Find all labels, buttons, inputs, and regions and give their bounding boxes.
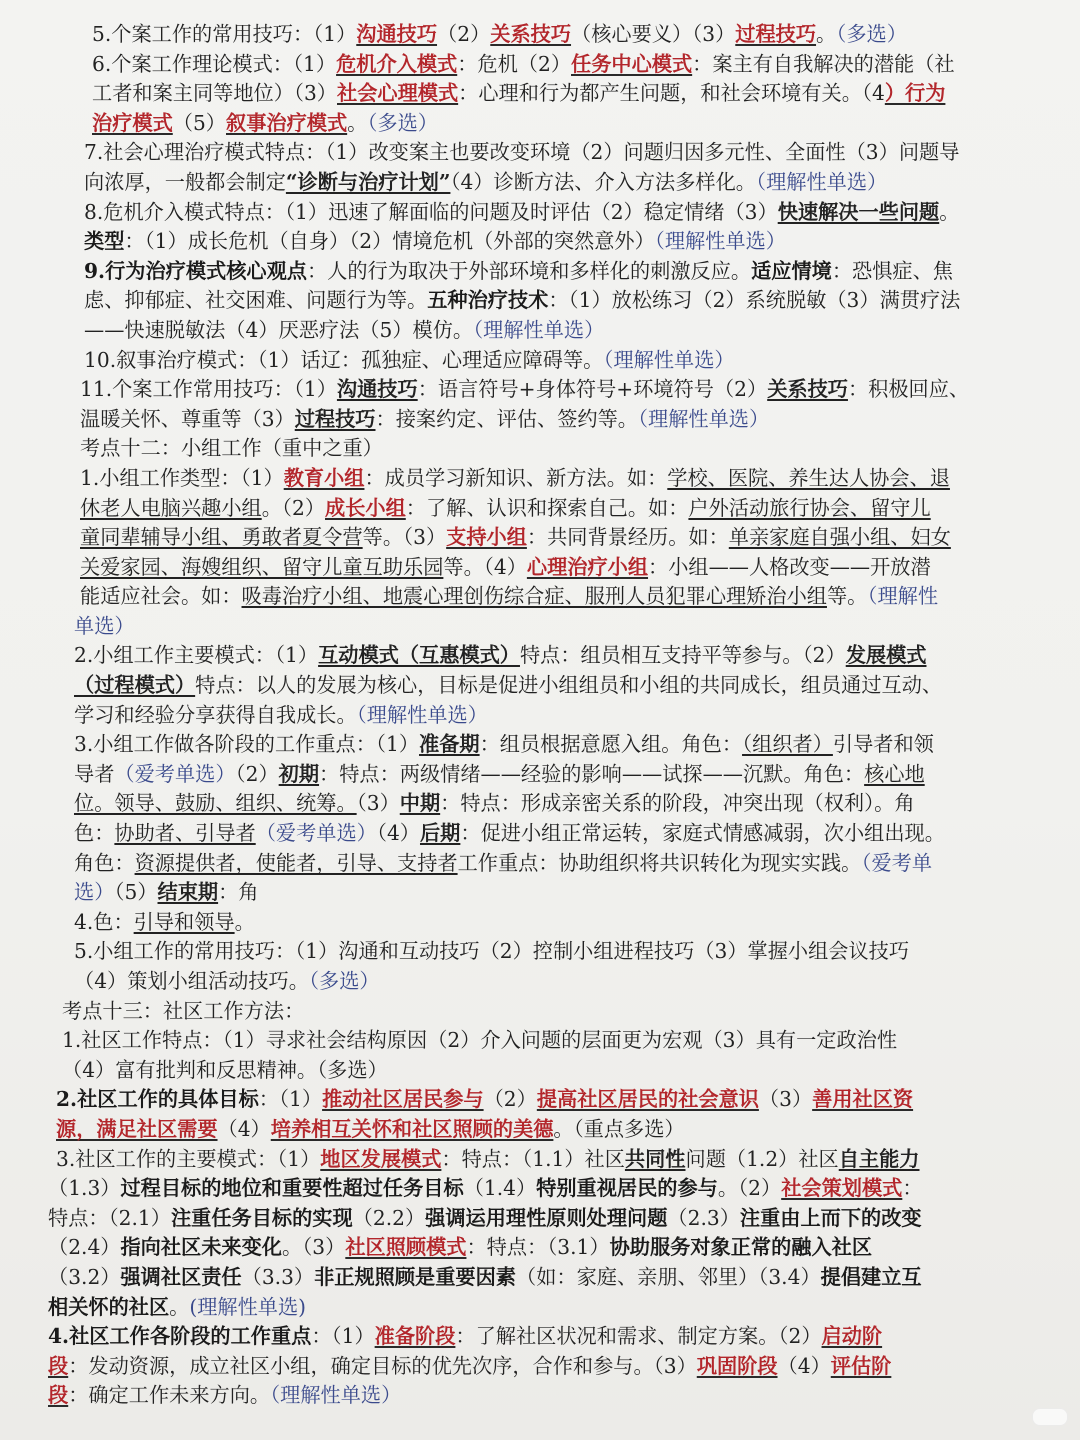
text-line — [48, 405, 1060, 435]
text-line — [48, 227, 1060, 257]
text-line — [48, 789, 1060, 819]
text-segment: 关系技巧 — [767, 377, 848, 402]
question-type-tag: （爱考单选） — [255, 821, 377, 846]
text-line — [48, 1026, 1060, 1056]
text-segment: 虑、抑郁症、社交困难、问题行为等。 — [84, 288, 428, 313]
text-segment: （3.2） — [48, 1264, 121, 1289]
text-segment: ：成员学习新知识、新方法。如： — [364, 465, 668, 490]
key-term: ）行为 — [884, 81, 946, 106]
question-type-tag: （理解性单选） — [756, 169, 888, 194]
text-segment: 类型 — [84, 229, 125, 254]
key-term: 段 — [48, 1383, 69, 1408]
text-segment: 单亲家庭自强小组、妇女 — [728, 525, 951, 550]
key-term: 关系技巧 — [490, 22, 572, 46]
key-term: 提高社区居民的社会意识 — [536, 1087, 759, 1112]
text-segment: （5） — [172, 110, 226, 135]
text-segment: 非正规照顾是重要因素 — [314, 1264, 516, 1289]
text-segment: 2.社区工作的具体目标 — [56, 1087, 259, 1112]
key-term: 社会策划模式 — [781, 1176, 903, 1201]
text-line — [48, 641, 1060, 671]
text-segment: 强调运用理性原则处理问题 — [425, 1205, 668, 1230]
text-segment: （1.3） — [48, 1176, 121, 1201]
text-segment: 中期 — [399, 791, 441, 816]
text-segment: ：促进小组正常运转，家庭式情感减弱，次小组出现。 — [460, 821, 945, 846]
text-segment: 工者和案主同等地位）（3） — [92, 81, 337, 106]
text-segment: 等。（4） — [443, 554, 527, 579]
text-segment: （2.4） — [48, 1235, 121, 1260]
text-segment: ：特点：形成亲密关系的阶段，冲突出现（权利）。角 — [440, 791, 915, 816]
text-line — [48, 20, 1060, 50]
text-segment: 学习和经验分享获得自我成长。 — [74, 702, 357, 727]
text-segment: 。 — [234, 909, 255, 934]
key-term: 社会心理模式 — [337, 81, 459, 106]
question-type-tag: （理解性单选） — [637, 406, 770, 431]
text-segment: ：积极回应、 — [847, 377, 970, 402]
text-segment: （3） — [758, 1087, 813, 1112]
text-segment: 2.小组工作主要模式：（1） — [74, 643, 319, 668]
text-line — [48, 257, 1060, 287]
text-line — [48, 494, 1060, 524]
text-segment: 童同辈辅导小组、勇敢者夏令营 — [80, 525, 363, 550]
text-segment: 结束期 — [157, 880, 219, 905]
text-line — [48, 50, 1060, 80]
text-segment: 特别重视居民的参与 — [536, 1176, 718, 1201]
key-term: 准备阶段 — [374, 1324, 456, 1349]
question-type-tag: （理解性单选） — [356, 702, 488, 727]
key-term: 社区照顾模式 — [345, 1235, 467, 1260]
text-line — [48, 937, 1060, 967]
text-line — [48, 819, 1060, 849]
text-segment: ：人的行为取决于外部环境和多样化的刺激反应。 — [306, 258, 752, 283]
text-segment: ：了解社区状况和需求、制定方案。（2） — [455, 1324, 822, 1349]
text-segment: 协助者、引导者 — [114, 821, 256, 846]
text-segment: 色： — [74, 821, 115, 846]
text-segment: 等。 — [826, 584, 868, 609]
text-segment: 特点：以人的发展为核心，目标是促进小组组员和小组的共同成长，组员通过互动、 — [195, 673, 943, 698]
text-segment: 相关怀的社区 — [48, 1294, 170, 1319]
text-segment: 快速解决一些问题 — [777, 199, 940, 224]
key-term: 治疗模式 — [92, 110, 173, 135]
text-segment: 。 — [169, 1294, 190, 1319]
question-type-tag: 选） — [74, 880, 115, 905]
text-segment: （4）富有批判和反思精神。（多选） — [62, 1057, 388, 1082]
text-segment: 资源提供者，使能者，引导、支持者 — [134, 850, 458, 875]
text-segment: 11.个案工作常用技巧：（1） — [80, 377, 337, 402]
text-segment: 3.社区工作的主要模式：（1） — [56, 1146, 321, 1171]
text-line — [48, 553, 1060, 583]
key-term: 评估阶 — [830, 1353, 892, 1378]
text-line — [48, 1056, 1060, 1086]
text-segment: 指向社区未来变化 — [120, 1235, 282, 1260]
text-segment: ：危机（2） — [457, 51, 572, 76]
key-term: 沟通技巧 — [356, 22, 438, 46]
text-segment: 发展模式 — [845, 643, 927, 668]
text-line — [48, 523, 1060, 553]
key-term: 段 — [48, 1353, 69, 1378]
question-type-tag: （理解性单选） — [473, 317, 605, 342]
text-segment: 5.小组工作的常用技巧：（1）沟通和互动技巧（2）控制小组进程技巧（3）掌握小组会议技巧 — [74, 939, 910, 964]
text-line — [48, 997, 1060, 1027]
text-line — [48, 346, 1060, 376]
text-segment: ：特点：两级情绪——经验的影响——试探——沉默。角色： — [319, 761, 865, 786]
text-segment: 位。领导、鼓励、组织、统筹。 — [74, 791, 357, 816]
key-term: 启动阶 — [821, 1324, 883, 1349]
key-term: 教育小组 — [283, 465, 365, 490]
text-line — [48, 849, 1060, 879]
text-segment: ：特点：（1.1）社区 — [441, 1146, 625, 1171]
text-segment: 工作重点：协助组织将共识转化为现实实践。 — [457, 850, 862, 875]
text-segment: 5.个案工作的常用技巧：（1） — [92, 22, 357, 46]
text-line — [48, 434, 1060, 464]
question-type-tag: （理解性单选） — [270, 1383, 402, 1408]
text-segment: 考点十三：社区工作方法： — [62, 998, 305, 1023]
text-line — [48, 967, 1060, 997]
text-segment: 初期 — [278, 761, 320, 786]
key-term: 成长小组 — [325, 495, 406, 520]
text-segment: （过程模式） — [74, 673, 196, 698]
text-segment: 强调社区责任 — [120, 1264, 242, 1289]
question-type-tag: (理解性单选) — [189, 1294, 307, 1319]
text-segment: （4）诊断方法、介入方法多样化。 — [450, 169, 756, 194]
notes-body — [48, 20, 1060, 1411]
text-line — [48, 1204, 1060, 1234]
text-segment: 引导和领导 — [133, 909, 235, 934]
text-segment: 注重任务目标的实现 — [170, 1205, 353, 1230]
text-segment: 互动模式（互惠模式） — [318, 643, 520, 668]
text-segment: （2） — [437, 22, 491, 46]
text-segment: （4） — [777, 1353, 831, 1378]
text-segment: （3.3） — [241, 1264, 315, 1289]
key-term: 善用社区资 — [812, 1087, 914, 1112]
key-term: 危机介入模式 — [336, 51, 458, 76]
text-segment: 提倡建立互 — [820, 1264, 922, 1289]
text-segment: （如：家庭、亲朋、邻里）（3.4） — [516, 1264, 821, 1289]
question-type-tag: （多选） — [308, 969, 380, 993]
text-segment: 。 — [939, 199, 960, 224]
text-line — [48, 878, 1060, 908]
text-segment: ：小组——人格改变——开放潜 — [648, 554, 931, 579]
text-segment: ：心理和行为都产生问题，和社会环境有关。（4 — [458, 81, 885, 106]
text-segment: 问题（1.2）社区 — [685, 1146, 839, 1171]
text-line — [48, 375, 1060, 405]
text-segment: 共同性 — [624, 1146, 686, 1171]
text-line — [48, 1145, 1060, 1175]
text-segment: （2） — [483, 1087, 537, 1112]
text-segment: （4） — [376, 821, 420, 846]
text-segment: ：了解、认识和探索自己。如： — [405, 495, 689, 520]
text-line — [48, 79, 1060, 109]
text-segment: 6.个案工作理论模式：（1） — [92, 51, 337, 76]
text-line — [48, 582, 1060, 612]
text-segment: 休老人电脑兴趣小组 — [80, 495, 262, 520]
text-segment: ：发动资源，成立社区小组，确定目标的优先次序，合作和参与。（3） — [68, 1353, 697, 1378]
text-segment: 9.行为治疗模式核心观点 — [84, 258, 307, 283]
text-segment: 。 — [347, 110, 368, 135]
text-line — [48, 1115, 1060, 1145]
text-line — [48, 464, 1060, 494]
text-segment: 准备期 — [419, 732, 480, 757]
question-type-tag: （多选） — [367, 110, 438, 135]
key-term: 任务中心模式 — [571, 51, 693, 76]
text-segment: 五种治疗技术 — [427, 288, 549, 313]
text-segment: ：特点：（3.1） — [466, 1235, 610, 1260]
question-type-tag: （理解性 — [867, 584, 939, 609]
text-segment: ：（1） — [311, 1324, 375, 1349]
text-segment: ：（1）放松练习（2）系统脱敏（3）满贯疗法 — [548, 288, 961, 313]
key-term: 培养相互关怀和社区照顾的美德 — [270, 1116, 554, 1141]
text-segment: 3.小组工作做各阶段的工作重点：（1） — [74, 732, 420, 757]
text-segment: 。（2） — [261, 495, 326, 520]
text-line — [48, 1233, 1060, 1263]
question-type-tag: （爱考单 — [861, 850, 933, 875]
text-segment: 7.社会心理治疗模式特点：（1）改变案主也要改变环境（2）问题归因多元性、全面性（3）问题导 — [84, 140, 960, 165]
text-segment: 8.危机介入模式特点：（1）迅速了解面临的问题及时评估（2）稳定情绪（3） — [84, 199, 778, 224]
text-segment: 1.社区工作特点：（1）寻求社会结构原因（2）介入问题的层面更为宏观（3）具有一定政治性 — [62, 1028, 898, 1053]
text-segment: ： — [902, 1176, 923, 1201]
text-segment: 温暖关怀、尊重等（3） — [80, 406, 295, 431]
text-line — [48, 316, 1060, 346]
text-segment: 适应情境 — [751, 258, 832, 283]
text-segment: 等。（3） — [362, 525, 447, 550]
text-segment: 。（2） — [717, 1176, 782, 1201]
text-segment: （2） — [235, 761, 279, 786]
text-line — [48, 1263, 1060, 1293]
text-segment: （2.3） — [667, 1205, 740, 1230]
text-segment: 考点十二：小组工作（重中之重） — [80, 436, 383, 461]
text-line — [48, 1352, 1060, 1382]
text-segment: ：组员根据意愿入组。角色： — [479, 732, 743, 757]
text-segment: 10.叙事治疗模式：（1）话辽：孤独症、心理适应障碍等。 — [84, 347, 604, 372]
key-term: 推动社区居民参与 — [322, 1087, 484, 1112]
text-segment: 。（重点多选） — [553, 1116, 685, 1141]
question-type-tag: （理解性单选） — [654, 229, 786, 254]
text-line — [48, 760, 1060, 790]
text-segment: 能适应社会。如： — [80, 584, 242, 609]
text-line — [48, 671, 1060, 701]
text-segment: （3） — [356, 791, 400, 816]
text-segment: （1.4） — [463, 1176, 537, 1201]
text-segment: ：共同背景经历。如： — [526, 525, 729, 550]
key-term: 地区发展模式 — [320, 1146, 442, 1171]
text-segment: （2.2） — [352, 1205, 426, 1230]
text-segment: ：（1）成长危机（自身）（2）情境危机（外部的突然意外） — [124, 229, 655, 254]
text-line — [48, 612, 1060, 642]
text-segment: 后期 — [419, 821, 461, 846]
text-segment: ：恐惧症、焦 — [831, 258, 953, 283]
text-segment: ：（1） — [258, 1087, 323, 1112]
text-segment: ：确定工作未来方向。 — [68, 1383, 271, 1408]
text-line — [48, 198, 1060, 228]
text-line — [48, 1174, 1060, 1204]
text-segment: ：案主有自我解决的潜能（社 — [692, 51, 955, 76]
text-segment: 注重由上而下的改变 — [739, 1205, 922, 1230]
text-segment: （核心要义）（3） — [571, 22, 736, 46]
text-segment: 特点：组员相互支持平等参与。（2） — [519, 643, 846, 668]
text-line — [48, 908, 1060, 938]
watermark-badge — [1032, 1408, 1068, 1426]
text-segment: 4.社区工作各阶段的工作重点 — [48, 1324, 312, 1349]
text-line — [48, 168, 1060, 198]
question-type-tag: 单选） — [74, 613, 135, 638]
text-line — [48, 1381, 1060, 1411]
text-segment: 。 — [816, 22, 837, 46]
text-line — [48, 138, 1060, 168]
text-line — [48, 286, 1060, 316]
key-term: 源，满足社区需要 — [56, 1116, 218, 1141]
text-segment: 过程技巧 — [294, 406, 376, 431]
text-segment: 导者 — [74, 761, 115, 786]
text-segment: ：角 — [218, 880, 259, 905]
text-segment: ——快速脱敏法（4）厌恶疗法（5）模仿。 — [84, 317, 474, 342]
text-segment: 1.小组工作类型：（1） — [80, 465, 284, 490]
text-segment: 自主能力 — [838, 1146, 920, 1171]
text-segment: 过程目标的地位和重要性超过任务目标 — [120, 1176, 464, 1201]
text-line — [48, 1293, 1060, 1323]
text-line — [48, 1322, 1060, 1352]
key-term: 巩固阶段 — [696, 1353, 778, 1378]
text-segment: 。（3） — [282, 1235, 346, 1260]
text-segment: 特点：（2.1） — [48, 1205, 171, 1230]
key-term: 叙事治疗模式 — [226, 110, 348, 135]
text-segment: 核心地 — [864, 761, 925, 786]
key-term: 过程技巧 — [735, 22, 817, 46]
text-segment: 协助服务对象正常的融入社区 — [609, 1235, 873, 1260]
text-line — [48, 1085, 1060, 1115]
question-type-tag: （多选） — [836, 22, 907, 46]
text-segment: 引导者和领 — [832, 732, 934, 757]
key-term: 心理治疗小组 — [526, 554, 649, 579]
text-segment: ：接案约定、评估、签约等。 — [375, 406, 638, 431]
text-segment: 关爱家园、海嫂组织、留守儿童互助乐园 — [80, 554, 444, 579]
text-segment: ：语言符号+身体符号+环境符号（2） — [417, 377, 768, 402]
text-segment: 学校、医院、养生达人协会、退 — [667, 465, 950, 490]
text-segment: 4.色： — [74, 909, 134, 934]
question-type-tag: （理解性单选） — [603, 347, 735, 372]
text-segment: （4）策划小组活动技巧。 — [74, 969, 309, 993]
text-line — [48, 701, 1060, 731]
text-segment: （4） — [217, 1116, 271, 1141]
question-type-tag: （爱考单选） — [114, 761, 236, 786]
text-segment: （5） — [114, 880, 158, 905]
text-segment: “诊断与治疗计划” — [285, 169, 451, 194]
key-term: 支持小组 — [446, 525, 527, 550]
text-segment: 户外活动旅行协会、留守儿 — [688, 495, 931, 520]
text-segment: 沟通技巧 — [336, 377, 418, 402]
text-segment: （组织者） — [742, 732, 833, 757]
text-segment: 向浓厚，一般都会制定 — [84, 169, 286, 194]
text-line — [48, 109, 1060, 139]
text-segment: 吸毒治疗小组、地震心理创伤综合症、服刑人员犯罪心理矫治小组 — [241, 584, 827, 609]
text-segment: 角色： — [74, 850, 135, 875]
text-line — [48, 730, 1060, 760]
